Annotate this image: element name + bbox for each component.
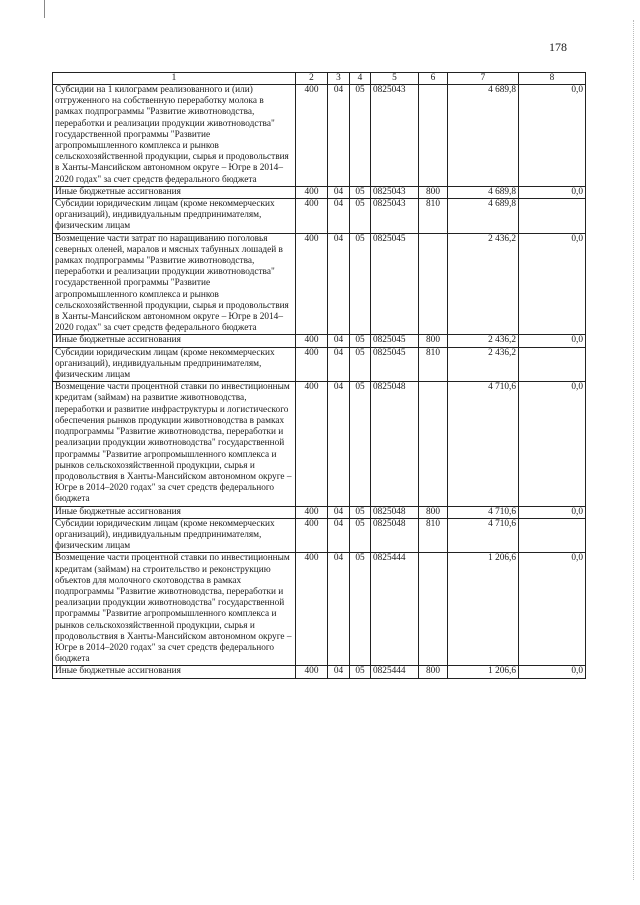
scan-mark [44, 0, 45, 18]
column8-cell: 0,0 [519, 233, 586, 335]
column8-cell [519, 199, 586, 234]
target-article-cell: 0825048 [371, 518, 419, 553]
grbs-cell: 400 [296, 666, 328, 678]
column8-cell: 0,0 [519, 666, 586, 678]
target-article-cell: 0825045 [371, 233, 419, 335]
expense-type-cell: 810 [419, 199, 448, 234]
amount-cell: 4 710,6 [448, 518, 519, 553]
name-cell: Иные бюджетные ассигнования [53, 186, 296, 198]
amount-cell: 4 710,6 [448, 382, 519, 506]
column8-cell [519, 518, 586, 553]
header-cell-7: 7 [448, 73, 519, 85]
grbs-cell: 400 [296, 553, 328, 666]
table-row [53, 186, 586, 198]
section-cell: 04 [328, 233, 350, 335]
section-cell: 04 [328, 347, 350, 382]
header-cell-4: 4 [350, 73, 371, 85]
table-row [53, 666, 586, 678]
subsection-cell: 05 [350, 199, 371, 234]
subsection-cell: 05 [350, 335, 371, 347]
target-article-cell: 0825444 [371, 666, 419, 678]
section-cell: 04 [328, 335, 350, 347]
table-row [53, 382, 586, 506]
table-row [53, 199, 586, 234]
scan-edge [629, 20, 634, 880]
subsection-cell: 05 [350, 553, 371, 666]
expense-type-cell [419, 85, 448, 187]
column8-cell: 0,0 [519, 335, 586, 347]
expense-type-cell [419, 553, 448, 666]
subsection-cell: 05 [350, 347, 371, 382]
column8-cell: 0,0 [519, 85, 586, 187]
target-article-cell: 0825444 [371, 553, 419, 666]
target-article-cell: 0825043 [371, 186, 419, 198]
grbs-cell: 400 [296, 85, 328, 187]
header-cell-6: 6 [419, 73, 448, 85]
expense-type-cell: 810 [419, 347, 448, 382]
expense-type-cell: 800 [419, 666, 448, 678]
grbs-cell: 400 [296, 347, 328, 382]
expense-type-cell [419, 382, 448, 506]
name-cell: Субсидии юридическим лицам (кроме некоммерческих организаций), индивидуальным предпринимателям, физическим лицам [53, 347, 296, 382]
header-cell-3: 3 [328, 73, 350, 85]
name-cell: Иные бюджетные ассигнования [53, 506, 296, 518]
grbs-cell: 400 [296, 382, 328, 506]
amount-cell: 4 689,8 [448, 186, 519, 198]
section-cell: 04 [328, 85, 350, 187]
column8-cell: 0,0 [519, 506, 586, 518]
subsection-cell: 05 [350, 233, 371, 335]
section-cell: 04 [328, 518, 350, 553]
target-article-cell: 0825043 [371, 85, 419, 187]
grbs-cell: 400 [296, 506, 328, 518]
column8-cell: 0,0 [519, 553, 586, 666]
expense-type-cell: 810 [419, 518, 448, 553]
grbs-cell: 400 [296, 518, 328, 553]
column8-cell [519, 347, 586, 382]
table-row [53, 553, 586, 666]
grbs-cell: 400 [296, 186, 328, 198]
amount-cell: 4 689,8 [448, 85, 519, 187]
name-cell: Субсидии на 1 килограмм реализованного и (или) отгруженного на собственную переработку молока в рамках подпрограммы "Развитие животноводства, переработки и реализации продукции животноводства" государственной программы "Развитие агропромышленного комплекса и рынков сельскохозяйственной продукции, сырья и продовольствия в Ханты-Мансийском автономном округе – Югре в 2014–2020 годах" за счет средств федерального бюджета [53, 85, 296, 187]
expense-type-cell: 800 [419, 335, 448, 347]
name-cell: Субсидии юридическим лицам (кроме некоммерческих организаций), индивидуальным предпринимателям, физическим лицам [53, 518, 296, 553]
table-row [53, 85, 586, 187]
table-row [53, 347, 586, 382]
subsection-cell: 05 [350, 382, 371, 506]
column8-cell: 0,0 [519, 186, 586, 198]
section-cell: 04 [328, 666, 350, 678]
header-cell-2: 2 [296, 73, 328, 85]
table-row [53, 335, 586, 347]
header-cell-5: 5 [371, 73, 419, 85]
page-number: 178 [549, 40, 567, 54]
subsection-cell: 05 [350, 85, 371, 187]
subsection-cell: 05 [350, 666, 371, 678]
section-cell: 04 [328, 199, 350, 234]
table-row [53, 518, 586, 553]
name-cell: Возмещение части процентной ставки по инвестиционным кредитам (займам) на строительство и реконструкцию объектов для молочного скотоводства в рамках подпрограммы "Развитие животноводства, переработки и реализации продукции животноводства" государственной программы "Развитие агропромышленного комплекса и рынков сельскохозяйственной продукции, сырья и продовольствия в Ханты-Мансийском автономном округе – Югре в 2014–2020 годах" за счет средств федерального бюджета [53, 553, 296, 666]
budget-table [52, 72, 586, 679]
expense-type-cell [419, 233, 448, 335]
name-cell: Возмещение части процентной ставки по инвестиционным кредитам (займам) на развитие животноводства, переработки и развитие инфраструктуры и логистического обеспечения рынков продукции животноводства в рамках подпрограммы "Развитие животноводства, переработки и реализации продукции животноводства" государственной программы "Развитие агропромышленного комплекса и рынков сельскохозяйственной продукции, сырья и продовольствия в Ханты-Мансийском автономном округе – Югре в 2014–2020 годах" за счет средств федерального бюджета [53, 382, 296, 506]
grbs-cell: 400 [296, 335, 328, 347]
grbs-cell: 400 [296, 199, 328, 234]
table-body [53, 85, 586, 679]
header-cell-1: 1 [53, 73, 296, 85]
section-cell: 04 [328, 553, 350, 666]
target-article-cell: 0825045 [371, 335, 419, 347]
section-cell: 04 [328, 506, 350, 518]
amount-cell: 2 436,2 [448, 335, 519, 347]
expense-type-cell: 800 [419, 186, 448, 198]
amount-cell: 1 206,6 [448, 666, 519, 678]
target-article-cell: 0825048 [371, 382, 419, 506]
amount-cell: 2 436,2 [448, 233, 519, 335]
table-row [53, 506, 586, 518]
target-article-cell: 0825045 [371, 347, 419, 382]
amount-cell: 2 436,2 [448, 347, 519, 382]
target-article-cell: 0825043 [371, 199, 419, 234]
column8-cell: 0,0 [519, 382, 586, 506]
header-row [53, 73, 586, 85]
target-article-cell: 0825048 [371, 506, 419, 518]
subsection-cell: 05 [350, 186, 371, 198]
amount-cell: 4 689,8 [448, 199, 519, 234]
name-cell: Иные бюджетные ассигнования [53, 666, 296, 678]
amount-cell: 4 710,6 [448, 506, 519, 518]
subsection-cell: 05 [350, 506, 371, 518]
header-cell-8: 8 [519, 73, 586, 85]
section-cell: 04 [328, 382, 350, 506]
name-cell: Возмещение части затрат по наращиванию поголовья северных оленей, маралов и мясных табунных лошадей в рамках подпрограммы "Развитие животноводства, переработки и реализации продукции животноводства" государственной программы "Развитие агропромышленного комплекса и рынков сельскохозяйственной продукции, сырья и продовольствия в Ханты-Мансийском автономном округе – Югре в 2014–2020 годах" за счет средств федерального бюджета [53, 233, 296, 335]
table-row [53, 233, 586, 335]
section-cell: 04 [328, 186, 350, 198]
name-cell: Субсидии юридическим лицам (кроме некоммерческих организаций), индивидуальным предпринимателям, физическим лицам [53, 199, 296, 234]
grbs-cell: 400 [296, 233, 328, 335]
amount-cell: 1 206,6 [448, 553, 519, 666]
subsection-cell: 05 [350, 518, 371, 553]
name-cell: Иные бюджетные ассигнования [53, 335, 296, 347]
expense-type-cell: 800 [419, 506, 448, 518]
